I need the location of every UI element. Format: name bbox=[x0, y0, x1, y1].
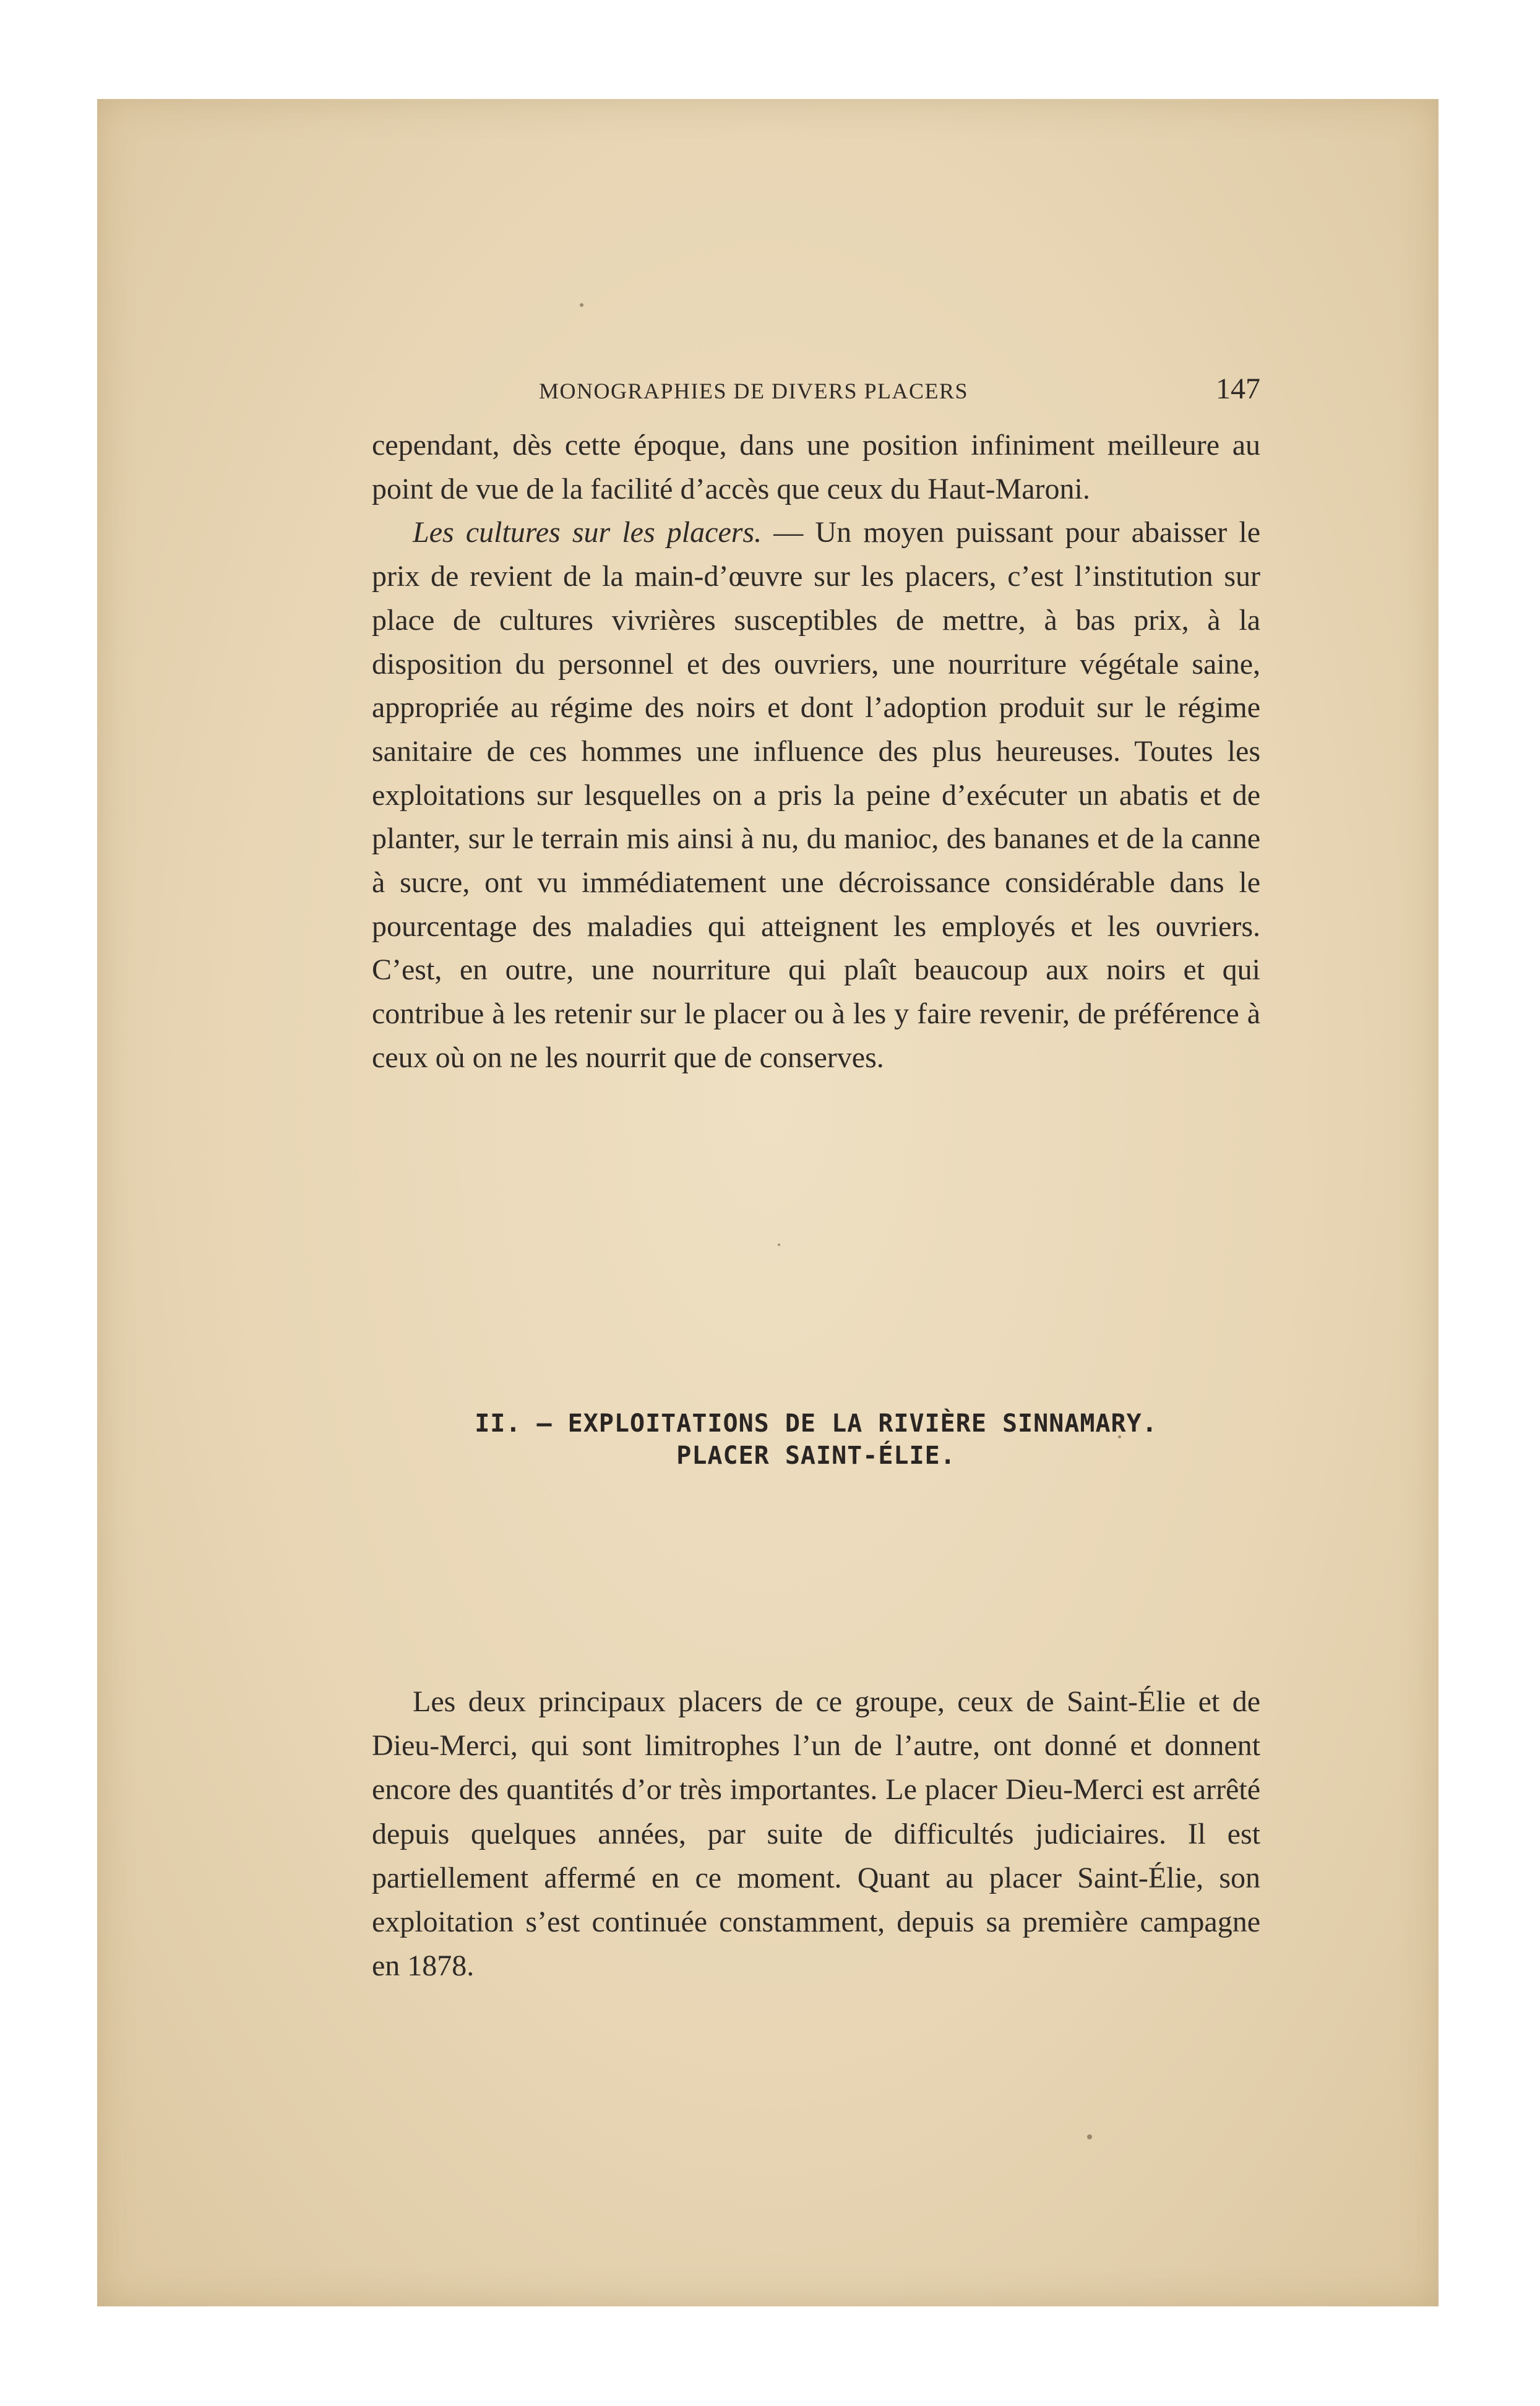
page-number: 147 bbox=[1216, 372, 1260, 405]
section-heading-line-1: II. — EXPLOITATIONS DE LA RIVIÈRE SINNAMARY. bbox=[475, 1409, 1158, 1438]
paragraph-saint-elie: Les deux principaux placers de ce groupe, ceux de Saint-Élie et de Dieu-Merci, qui sont limitrophes l’un de l’autre, ont donné et donnent encore des quantités d’or très importantes. Le placer Dieu-Merci est arrêté depuis quelques années, par suite de difficultés judiciaires. Il est partiellement affermé en ce moment. Quant au placer Saint-Élie, son exploitation s’est continuée constamment, depuis sa première campagne en 1878. bbox=[372, 1685, 1260, 1983]
paper-speck bbox=[580, 303, 583, 307]
running-title: MONOGRAPHIES DE DIVERS PLACERS bbox=[539, 379, 969, 403]
scanned-page bbox=[97, 99, 1439, 2306]
paragraph-cultures bbox=[372, 511, 1260, 1080]
body-text bbox=[372, 424, 1260, 1080]
section-heading bbox=[372, 1407, 1260, 1472]
section-heading-line-2: PLACER SAINT-ÉLIE. bbox=[676, 1441, 956, 1470]
paragraph-cultures-text: — Un moyen puissant pour abaisser le prix de revient de la main-d’œuvre sur les placers, c’est l’institution sur place de cultures vivrières susceptibles de mettre, à bas prix, à la disposition du personnel et des ouvriers, une nourriture végétale saine, appropriée au régime des noirs et dont l’adoption produit sur le régime sanitaire de ces hommes une influence des plus heureuses. Toutes les exploitations sur lesquelles on a pris la peine d’exécuter un abatis et de planter, sur le terrain mis ainsi à nu, du manioc, des bananes et de la canne à sucre, ont vu immédiatement une décroissance considérable dans le pourcentage des maladies qui atteignent les employés et les ouvriers. C’est, en outre, une nourriture qui plaît beaucoup aux noirs et qui contribue à les retenir sur le placer ou à les y faire revenir, de préférence à ceux où on ne les nourrit que de conserves. bbox=[372, 516, 1260, 1074]
paragraph-lead-title: Les cultures sur les placers. bbox=[413, 516, 762, 549]
paragraph-continuation: cependant, dès cette époque, dans une position infiniment meilleure au point de vue de la facilité d’accès que ceux du Haut-Maroni. bbox=[372, 429, 1260, 505]
running-head bbox=[372, 372, 1260, 409]
paper-speck bbox=[1087, 2134, 1092, 2139]
paper-speck bbox=[778, 1244, 780, 1246]
section-body bbox=[372, 1680, 1260, 1988]
